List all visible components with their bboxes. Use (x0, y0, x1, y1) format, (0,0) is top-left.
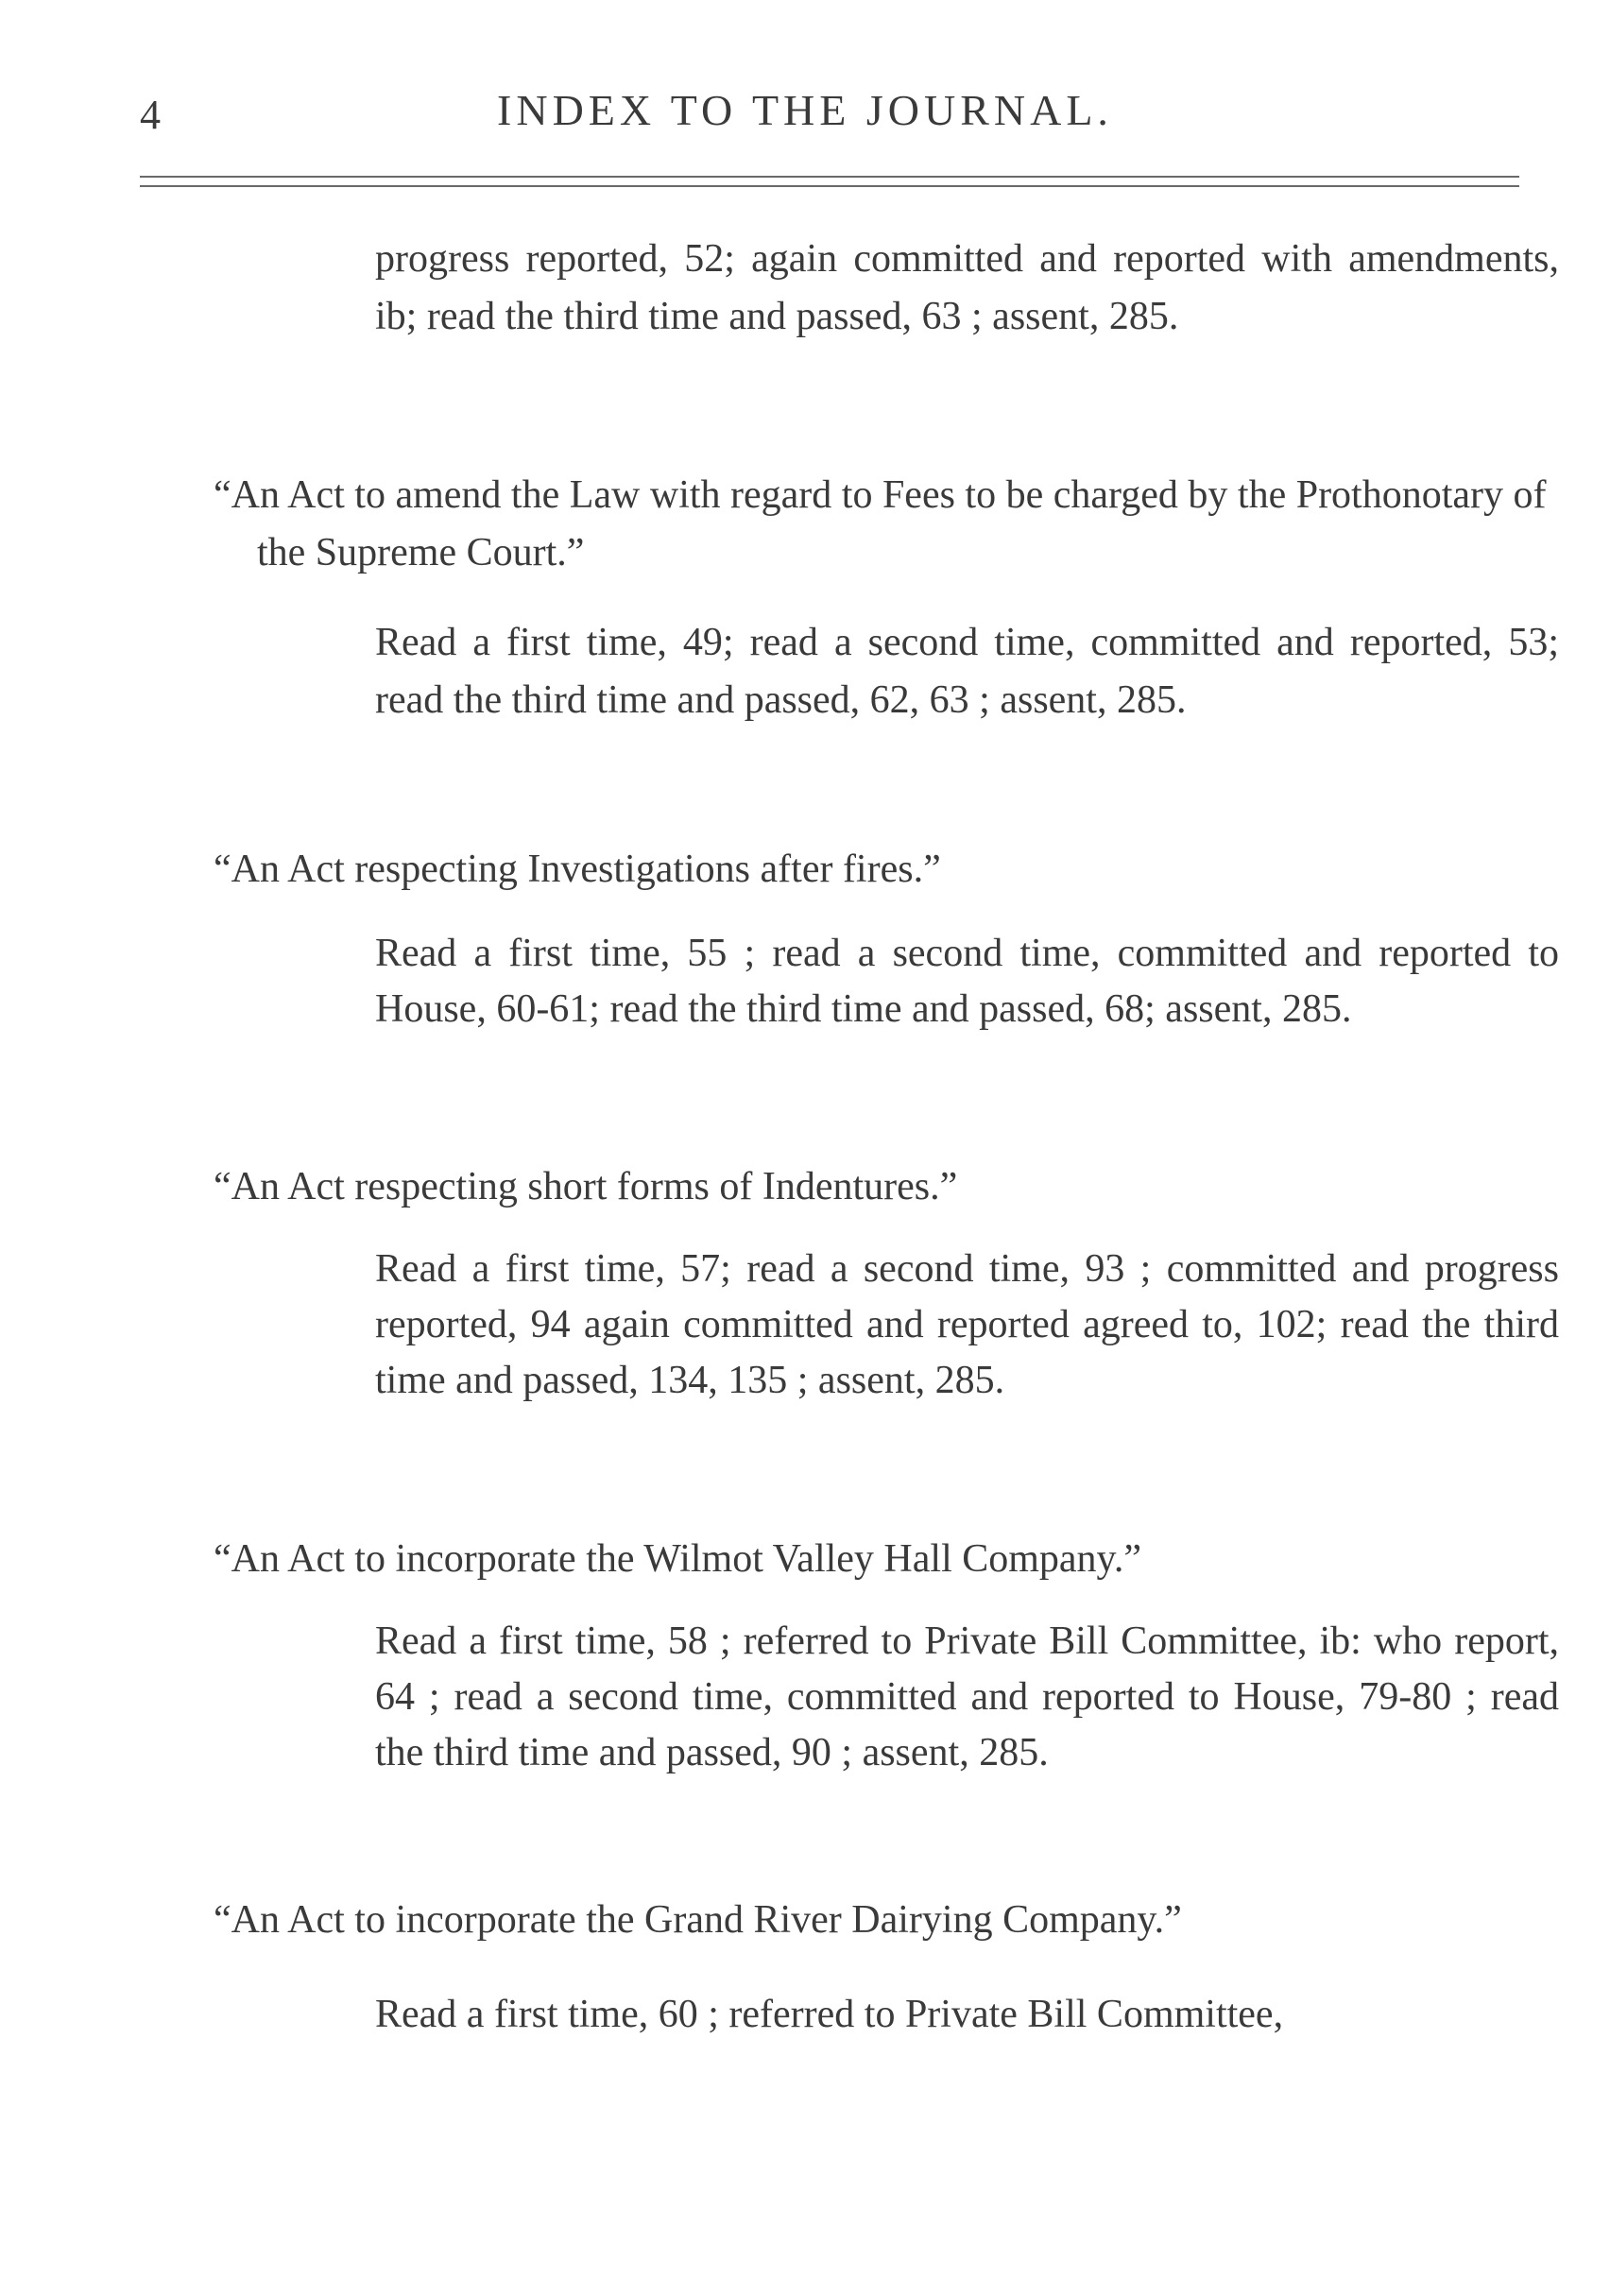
entry-title: “An Act respecting short forms of Indentures.” (214, 1165, 958, 1208)
header-rule-top (140, 176, 1519, 178)
entry-body: progress reported, 52; again committed and reported with amendments, ib; read the third time and passed, 63 ; assent, 285. (375, 237, 1559, 338)
running-title: INDEX TO THE JOURNAL. (497, 86, 1113, 134)
entry-body: Read a first time, 49; read a second time, committed and reported, 53; read the third time and passed, 62, 63 ; assent, 285. (375, 621, 1559, 722)
entry-title: “An Act to incorporate the Wilmot Valley Hall Company.” (214, 1537, 1141, 1581)
page-number: 4 (140, 92, 162, 138)
entry-title: “An Act to incorporate the Grand River Dairying Company.” (214, 1898, 1182, 1942)
entry-title: “An Act respecting Investigations after fires.” (214, 848, 941, 891)
entry-body: Read a first time, 58 ; referred to Private Bill Committee, ib: who report, 64 ; read a second time, committed and reported to House, 79-80 ; read the third time and passed, 90 ; assent, 285. (375, 1619, 1559, 1774)
entry-body: Read a first time, 55 ; read a second time, committed and reported to House, 60-61; read the third time and passed, 68; assent, 285. (375, 932, 1559, 1031)
entry-body: Read a first time, 57; read a second time, 93 ; committed and progress reported, 94 again committed and reported agreed to, 102; read the third time and passed, 134, 135 ; assent, 285. (375, 1247, 1559, 1402)
entry-title: “An Act to amend the Law with regard to Fees to be charged by the Prothonotary of the Supreme Court.” (214, 473, 1547, 574)
header-rule-bottom (140, 185, 1519, 187)
entry-body: Read a first time, 60 ; referred to Private Bill Committee, (375, 1993, 1284, 2036)
